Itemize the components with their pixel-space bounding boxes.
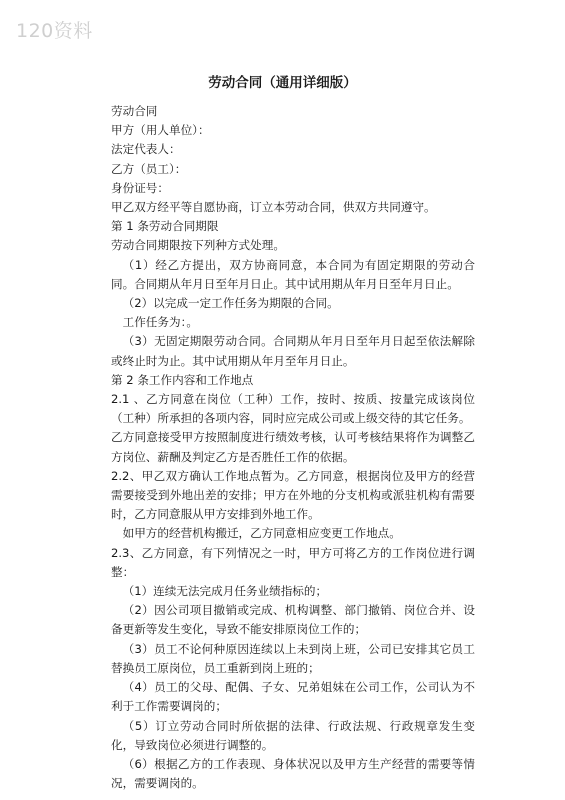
paragraph: （2）以完成一定工作任务为期限的合同。 xyxy=(122,296,339,311)
paragraph: 身份证号： xyxy=(111,180,169,195)
paragraph: （3）员工不论何种原因连续以上未到岗上班，公司已安排其它员工替换员工原岗位，员工重新到岗上班的； xyxy=(111,641,475,675)
paragraph: 2.1 、乙方同意在岗位（工种）工作，按时、按质、按量完成该岗位（工种）所承担的各项内容，同时应完成公司或上级交待的其它任务。 xyxy=(111,392,475,426)
paragraph: 甲乙双方经平等自愿协商，订立本劳动合同，供双方共同遵守。 xyxy=(111,200,436,215)
paragraph: （3）无固定期限劳动合同。合同期从年月日至年月日起至依法解除或终止时为止。其中试用期从年月至年月日止。 xyxy=(111,334,475,368)
paragraph: 第 2 条工作内容和工作地点 xyxy=(111,372,254,387)
paragraph: 第 1 条劳动合同期限 xyxy=(111,219,219,234)
paragraph: 如甲方的经营机构搬迁，乙方同意相应变更工作地点。 xyxy=(122,526,401,541)
document-title: 劳动合同（通用详细版） xyxy=(208,75,357,91)
paragraph: 工作任务为：。 xyxy=(122,315,198,330)
paragraph: 2.3、乙方同意，有下列情况之一时，甲方可将乙方的工作岗位进行调整： xyxy=(111,545,475,579)
paragraph: 乙方（员工）： xyxy=(111,161,187,176)
paragraph: 法定代表人： xyxy=(111,142,181,157)
paragraph: （6）根据乙方的工作表现、身体状况以及甲方生产经营的需要等情况，需要调岗的。 xyxy=(111,756,475,791)
paragraph: （4）员工的父母、配偶、子女、兄弟姐妹在公司工作，公司认为不利于工作需要调岗的； xyxy=(111,680,475,714)
paragraph: 甲方（用人单位）： xyxy=(111,123,210,138)
paragraph: 劳动合同期限按下列种方式处理。 xyxy=(111,238,285,253)
paragraph: （2）因公司项目撤销或完成、机构调整、部门撤销、岗位合并、设备更新等发生变化，导致不能安排原岗位工作的； xyxy=(111,603,475,637)
paragraph: 劳动合同 xyxy=(111,104,158,118)
paragraph: （1）连续无法完成月任务业绩指标的； xyxy=(122,584,328,599)
paragraph: 2.2、甲乙双方确认工作地点暂为。乙方同意，根据岗位及甲方的经营需要接受到外地出差的安排；甲方在外地的分支机构或派驻机构有需要时，乙方同意服从甲方安排到外地工作。 xyxy=(111,468,475,522)
document-body xyxy=(111,102,475,793)
paragraph: （1）经乙方提出，双方协商同意，本合同为有固定期限的劳动合同。合同期从年月日至年月日止。其中试用期从年月日至年月日止。 xyxy=(111,257,475,291)
watermark-text: 120资料 xyxy=(16,20,93,42)
paragraph: 乙方同意接受甲方按照制度进行绩效考核，认可考核结果将作为调整乙方岗位、薪酬及判定乙方是否胜任工作的依据。 xyxy=(111,430,475,464)
paragraph: （5）订立劳动合同时所依据的法律、行政法规、行政规章发生变化，导致岗位必须进行调整的。 xyxy=(111,718,475,752)
